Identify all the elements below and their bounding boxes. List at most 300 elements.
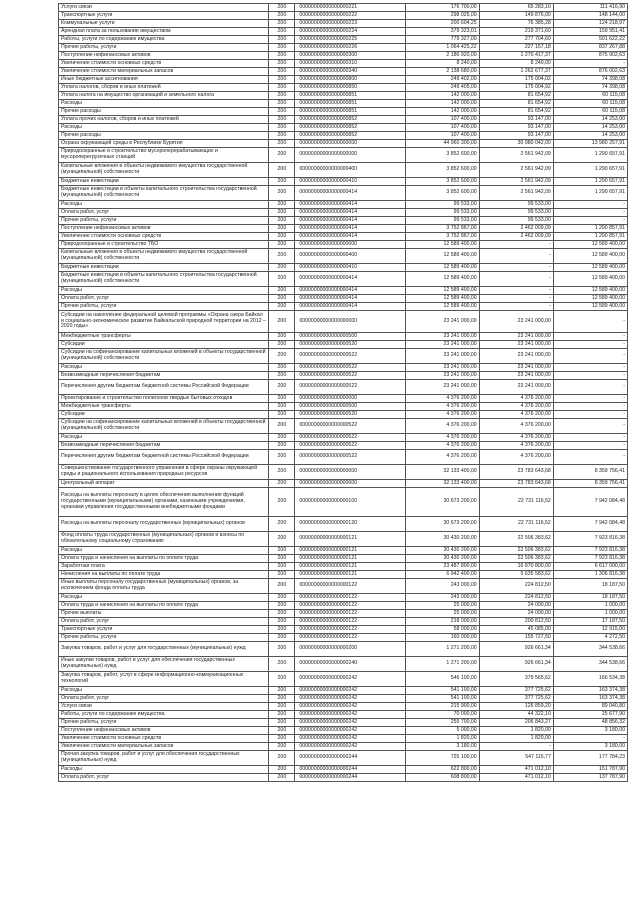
table-row [59,76,628,84]
row-unexecuted-amount: - [553,364,627,372]
row-approved-amount: 5 000,00 [405,727,479,735]
row-budget-code: 00000000000000000242 [295,695,405,703]
row-budget-code: 00000000000000000223 [295,20,405,28]
table-row [59,84,628,92]
table-row [59,450,628,465]
table-row [59,488,628,517]
row-name: Прочие выплаты [59,610,269,618]
row-budget-code: 00000000000000000414 [295,287,405,295]
row-code: 200 [269,272,295,287]
row-code: 200 [269,295,295,303]
row-budget-code: 00000000000000000520 [295,341,405,349]
row-executed-amount: 4 376 200,00 [479,411,553,419]
row-budget-code: 00000000000000000414 [295,209,405,217]
row-name: Транспортные услуги [59,626,269,634]
row-approved-amount: 1 271 200,00 [405,657,479,672]
row-unexecuted-amount: 12 915,00 [553,626,627,634]
row-executed-amount: 99 533,00 [479,209,553,217]
row-code: 200 [269,766,295,774]
row-unexecuted-amount: - [553,333,627,341]
row-code: 200 [269,12,295,20]
row-name: Субсидии на накопление федеральной целевой программы «Охрана озера Байкал и социально-экономическое развитие Байкальской природной территории на 2012 – 2020 годы» [59,311,269,333]
row-executed-amount: 126 859,20 [479,703,553,711]
row-executed-amount: 23 241 000,00 [479,380,553,395]
row-name: Прочие расходы [59,108,269,116]
row-code: 200 [269,626,295,634]
row-executed-amount: 149 876,00 [479,12,553,20]
row-name: Коммунальные услуги [59,20,269,28]
row-unexecuted-amount: 74 398,08 [553,76,627,84]
row-unexecuted-amount: 137 787,90 [553,774,627,782]
row-code: 200 [269,411,295,419]
row-approved-amount: 32 133 400,00 [405,465,479,480]
row-approved-amount: 3 852 600,00 [405,148,479,163]
row-budget-code: 00000000000000000300 [295,52,405,60]
row-unexecuted-amount: 4 272,50 [553,634,627,642]
row-unexecuted-amount: 25 677,90 [553,711,627,719]
table-row [59,419,628,434]
row-name: Начисления на выплаты по оплате труда [59,571,269,579]
row-budget-code: 00000000000000000121 [295,571,405,579]
row-code: 200 [269,225,295,233]
row-code: 200 [269,44,295,52]
row-name: Расходы [59,594,269,602]
row-executed-amount: 23 241 000,00 [479,341,553,349]
row-approved-amount: 23 241 000,00 [405,380,479,395]
row-executed-amount: 4 376 200,00 [479,395,553,403]
row-executed-amount: 44 322,10 [479,711,553,719]
table-row [59,60,628,68]
row-approved-amount: 1 064 425,22 [405,44,479,52]
row-name: Иные закупки товаров, работ и услуг для обеспечения государственных (муниципальных) нужд [59,657,269,672]
row-code: 200 [269,727,295,735]
row-unexecuted-amount: 3 180,00 [553,727,627,735]
row-executed-amount: 1 820,00 [479,735,553,743]
row-unexecuted-amount: 1 290 857,91 [553,233,627,241]
table-row [59,303,628,311]
row-executed-amount: 224 812,50 [479,579,553,594]
row-budget-code: 00000000000000000221 [295,4,405,12]
row-code: 200 [269,695,295,703]
row-executed-amount: 45 085,00 [479,626,553,634]
row-name: Прочая закупка товаров, работ и услуг для обеспечения государственных (муниципальных) нужд [59,751,269,766]
row-budget-code: 00000000000000000240 [295,657,405,672]
row-unexecuted-amount: 89 040,80 [553,703,627,711]
row-executed-amount: 23 783 643,68 [479,465,553,480]
row-budget-code: 00000000000000000242 [295,727,405,735]
row-unexecuted-amount: 12 589 400,00 [553,241,627,249]
row-unexecuted-amount: 12 589 400,00 [553,303,627,311]
row-unexecuted-amount: 8 359 756,41 [553,480,627,488]
table-row [59,434,628,442]
row-code: 200 [269,719,295,727]
row-approved-amount: 30 430 200,00 [405,532,479,547]
row-name: Прочие работы, услуги [59,634,269,642]
row-code: 200 [269,178,295,186]
row-executed-amount: 277 704,60 [479,36,553,44]
table-row [59,364,628,372]
row-unexecuted-amount: - [553,60,627,68]
row-executed-amount: 22 506 383,62 [479,547,553,555]
row-code: 200 [269,148,295,163]
row-name: Безвозмездные перечисления бюджетам [59,372,269,380]
row-code: 200 [269,124,295,132]
row-executed-amount: - [479,249,553,264]
row-unexecuted-amount: 8 359 756,41 [553,465,627,480]
row-name: Перечисления другим бюджетам бюджетной системы Российской Федерации [59,380,269,395]
row-code: 200 [269,311,295,333]
row-approved-amount: 215 900,00 [405,703,479,711]
row-name: Совершенствование государственного управления в сфере охраны окружающей среды и рационального использования природных ресурсов [59,465,269,480]
row-code: 200 [269,488,295,517]
row-code: 200 [269,116,295,124]
row-budget-code: 00000000000000000122 [295,618,405,626]
row-budget-code: 00000000000000000242 [295,719,405,727]
row-code: 200 [269,364,295,372]
row-unexecuted-amount: 344 538,66 [553,657,627,672]
row-approved-amount: 30 430 200,00 [405,555,479,563]
row-unexecuted-amount: 18 187,50 [553,594,627,602]
row-name: Уплата налога на имущество организаций и земельного налога [59,92,269,100]
row-name: Расходы [59,766,269,774]
row-unexecuted-amount: 7 923 816,38 [553,547,627,555]
row-unexecuted-amount: - [553,434,627,442]
row-code: 200 [269,450,295,465]
row-name: Расходы [59,364,269,372]
row-budget-code: 00000000000000000400 [295,249,405,264]
row-executed-amount: - [479,303,553,311]
row-name: Капитальные вложения в объекты недвижимого имущества государственной (муниципальной) собственности [59,249,269,264]
row-executed-amount: 99 533,00 [479,201,553,209]
row-budget-code: 00000000000000000000 [295,465,405,480]
row-name: Расходы [59,124,269,132]
row-budget-code: 00000000000000000242 [295,711,405,719]
row-name: Закупка товаров, работ, услуг в сфере информационно-коммуникационных технологий [59,672,269,687]
row-code: 200 [269,68,295,76]
row-executed-amount: 377 725,62 [479,687,553,695]
row-approved-amount: 379 323,01 [405,28,479,36]
row-budget-code: 00000000000000000522 [295,450,405,465]
row-approved-amount: 2 186 920,00 [405,52,479,60]
row-approved-amount: 142 000,00 [405,108,479,116]
row-approved-amount: 4 376 200,00 [405,419,479,434]
row-budget-code: 00000000000000000500 [295,333,405,341]
row-budget-code: 00000000000000000852 [295,116,405,124]
row-code: 200 [269,349,295,364]
row-executed-amount: 227 157,18 [479,44,553,52]
row-unexecuted-amount: - [553,349,627,364]
table-row [59,186,628,201]
table-row [59,148,628,163]
row-budget-code: 00000000000000000000 [295,480,405,488]
row-budget-code: 00000000000000000522 [295,372,405,380]
row-code: 200 [269,442,295,450]
row-name: Межбюджетные трансферты [59,403,269,411]
table-row [59,626,628,634]
row-code: 200 [269,735,295,743]
row-name: Расходы [59,100,269,108]
row-unexecuted-amount: 60 115,08 [553,108,627,116]
row-code: 200 [269,287,295,295]
table-row [59,642,628,657]
row-executed-amount: 81 654,92 [479,108,553,116]
row-approved-amount: 218 000,00 [405,618,479,626]
row-unexecuted-amount: 1 000,00 [553,610,627,618]
row-name: Заработная плата [59,563,269,571]
row-code: 200 [269,571,295,579]
row-approved-amount: 4 376 200,00 [405,395,479,403]
row-code: 200 [269,555,295,563]
row-executed-amount: 4 376 200,00 [479,434,553,442]
row-budget-code: 00000000000000000414 [295,186,405,201]
row-approved-amount: 23 487 800,00 [405,563,479,571]
row-approved-amount: 4 376 200,00 [405,434,479,442]
row-name: Оплата труда и начисления на выплаты по оплате труда [59,555,269,563]
row-name: Расходы на выплаты персоналу в целях обеспечения выполнения функций государственными (муниципальными) органами, казенными учреждениями, органами управления государственными внебюджетными фондами [59,488,269,517]
row-budget-code: 00000000000000000122 [295,626,405,634]
table-row [59,36,628,44]
row-name: Иные выплаты персоналу государственных (муниципальных) органов, за исключением фонда оплаты труда [59,579,269,594]
row-unexecuted-amount: 7 923 816,38 [553,532,627,547]
row-name: Субсидии на софинансирование капитальных вложений в объекты государственной (муниципальной) собственности [59,349,269,364]
row-executed-amount: 23 241 000,00 [479,372,553,380]
row-budget-code: 00000000000000000410 [295,264,405,272]
row-budget-code: 00000000000000000121 [295,547,405,555]
row-executed-amount: 2 561 942,09 [479,148,553,163]
table-row [59,132,628,140]
row-approved-amount: 23 241 000,00 [405,364,479,372]
row-approved-amount: 2 138 680,00 [405,68,479,76]
row-unexecuted-amount: - [553,380,627,395]
row-unexecuted-amount: 876 002,63 [553,68,627,76]
row-unexecuted-amount: 7 923 816,38 [553,555,627,563]
row-name: Поступление нефинансовых активов [59,727,269,735]
table-row [59,241,628,249]
row-name: Уплата налогов, сборов и иных платежей [59,84,269,92]
row-budget-code: 00000000000000000244 [295,774,405,782]
row-executed-amount: 23 241 000,00 [479,333,553,341]
row-budget-code: 00000000000000000224 [295,28,405,36]
row-name: Капитальные вложения в объекты недвижимого имущества государственной (муниципальной) собственности [59,163,269,178]
row-code: 200 [269,36,295,44]
row-approved-amount: 249 405,00 [405,84,479,92]
row-executed-amount: 30 980 042,00 [479,140,553,148]
row-budget-code: 00000000000000000414 [295,225,405,233]
table-row [59,517,628,532]
row-name: Оплата работ, услуг [59,774,269,782]
row-code: 200 [269,372,295,380]
row-code: 200 [269,52,295,60]
row-unexecuted-amount: 12 589 400,00 [553,287,627,295]
row-code: 200 [269,751,295,766]
row-unexecuted-amount: 151 787,90 [553,766,627,774]
table-row [59,272,628,287]
table-row [59,727,628,735]
row-budget-code: 00000000000000000850 [295,84,405,92]
row-name: Охрана окружающей среды в Республике Бурятия [59,140,269,148]
row-executed-amount: 23 241 000,00 [479,311,553,333]
row-approved-amount: 4 376 200,00 [405,411,479,419]
row-executed-amount: 22 731 116,52 [479,488,553,517]
row-unexecuted-amount: - [553,735,627,743]
row-name: Увеличение стоимости основных средств [59,735,269,743]
row-name: Поступление нефинансовых активов [59,225,269,233]
row-name: Оплата труда и начисления на выплаты по оплате труда [59,602,269,610]
row-name: Закупка товаров, работ и услуг для государственных (муниципальных) нужд [59,642,269,657]
row-approved-amount: 30 673 200,00 [405,488,479,517]
row-budget-code: 00000000000000000851 [295,92,405,100]
row-code: 200 [269,84,295,92]
row-code: 200 [269,380,295,395]
row-executed-amount: 377 725,62 [479,695,553,703]
table-row [59,295,628,303]
row-budget-code: 00000000000000000222 [295,12,405,20]
table-row [59,672,628,687]
row-budget-code: 00000000000000000244 [295,766,405,774]
row-budget-code: 00000000000000000121 [295,563,405,571]
table-row [59,687,628,695]
row-approved-amount: 3 752 867,00 [405,233,479,241]
table-row [59,44,628,52]
row-approved-amount: 107 400,00 [405,116,479,124]
row-code: 200 [269,419,295,434]
table-row [59,333,628,341]
table-row [59,124,628,132]
row-unexecuted-amount: 48 856,32 [553,719,627,727]
row-code: 200 [269,532,295,547]
table-row [59,657,628,672]
row-budget-code: 00000000000000000522 [295,380,405,395]
row-unexecuted-amount: 1 290 857,91 [553,225,627,233]
row-name: Прочие расходы [59,132,269,140]
row-unexecuted-amount: 18 187,50 [553,579,627,594]
row-approved-amount: 12 589 400,00 [405,272,479,287]
row-budget-code: 00000000000000000414 [295,201,405,209]
row-approved-amount: 725 100,00 [405,751,479,766]
row-approved-amount: 23 241 000,00 [405,341,479,349]
row-unexecuted-amount: 12 589 400,00 [553,264,627,272]
row-code: 200 [269,480,295,488]
row-code: 200 [269,703,295,711]
table-row [59,140,628,148]
table-row [59,774,628,782]
row-executed-amount: 2 561 942,09 [479,186,553,201]
row-executed-amount: 93 147,00 [479,116,553,124]
row-code: 200 [269,100,295,108]
row-name: Поступление нефинансовых активов [59,52,269,60]
row-name: Услуги связи [59,4,269,12]
table-row [59,547,628,555]
row-code: 200 [269,517,295,532]
table-row [59,92,628,100]
row-unexecuted-amount: - [553,311,627,333]
row-executed-amount: 4 376 200,00 [479,450,553,465]
row-budget-code: 00000000000000000414 [295,233,405,241]
row-unexecuted-amount: 124 218,97 [553,20,627,28]
row-budget-code: 00000000000000000000 [295,395,405,403]
row-unexecuted-amount: 1 290 657,91 [553,178,627,186]
row-executed-amount: - [479,287,553,295]
row-approved-amount: 1 271 200,00 [405,642,479,657]
row-code: 200 [269,163,295,178]
row-approved-amount: 541 100,00 [405,687,479,695]
row-code: 200 [269,602,295,610]
row-approved-amount: 298 025,00 [405,12,479,20]
row-code: 200 [269,774,295,782]
row-executed-amount: 2 561 942,09 [479,178,553,186]
row-budget-code: 00000000000000000242 [295,672,405,687]
row-approved-amount: 12 589 400,00 [405,241,479,249]
row-executed-amount: 379 565,62 [479,672,553,687]
row-approved-amount: 99 533,00 [405,217,479,225]
row-budget-code: 00000000000000000122 [295,594,405,602]
row-approved-amount: 25 000,00 [405,602,479,610]
row-unexecuted-amount: 1 290 657,91 [553,148,627,163]
row-executed-amount: 23 241 000,00 [479,349,553,364]
row-approved-amount: 12 589 400,00 [405,295,479,303]
row-budget-code: 00000000000000000414 [295,295,405,303]
row-executed-amount: 22 731 116,52 [479,517,553,532]
row-name: Транспортные услуги [59,12,269,20]
row-code: 200 [269,594,295,602]
row-unexecuted-amount: 60 115,08 [553,100,627,108]
row-executed-amount: - [479,241,553,249]
row-approved-amount: 99 533,00 [405,201,479,209]
budget-execution-table [58,3,628,782]
row-budget-code: 00000000000000000522 [295,364,405,372]
row-budget-code: 00000000000000000340 [295,68,405,76]
row-code: 200 [269,132,295,140]
row-budget-code: 00000000000000000522 [295,419,405,434]
row-budget-code: 00000000000000000400 [295,163,405,178]
row-budget-code: 00000000000000000000 [295,148,405,163]
table-row [59,532,628,547]
row-approved-amount: 12 589 400,00 [405,249,479,264]
row-approved-amount: 107 400,00 [405,124,479,132]
table-row [59,372,628,380]
row-name: Увеличение стоимости основных средств [59,60,269,68]
row-budget-code: 00000000000000000122 [295,610,405,618]
row-executed-amount: 4 376 200,00 [479,442,553,450]
table-row [59,555,628,563]
row-budget-code: 00000000000000000414 [295,303,405,311]
row-executed-amount: 23 783 643,68 [479,480,553,488]
row-code: 200 [269,201,295,209]
row-unexecuted-amount: - [553,419,627,434]
row-code: 200 [269,60,295,68]
row-code: 200 [269,20,295,28]
row-executed-amount: 76 385,28 [479,20,553,28]
row-unexecuted-amount: - [553,411,627,419]
row-code: 200 [269,249,295,264]
table-row [59,465,628,480]
row-unexecuted-amount: 875 902,63 [553,52,627,60]
row-budget-code: 00000000000000000500 [295,403,405,411]
row-unexecuted-amount: 837 267,88 [553,44,627,52]
table-row [59,116,628,124]
table-row [59,618,628,626]
row-approved-amount: 200 604,25 [405,20,479,28]
table-row [59,442,628,450]
row-approved-amount: 243 000,00 [405,579,479,594]
row-executed-amount: 93 147,00 [479,124,553,132]
row-name: Перечисления другим бюджетам бюджетной системы Российской Федерации [59,450,269,465]
row-name: Субсидии [59,411,269,419]
row-unexecuted-amount: 111 416,90 [553,4,627,12]
row-approved-amount: 3 852 600,00 [405,186,479,201]
row-name: Прочие работы, услуги [59,303,269,311]
row-budget-code: 00000000000000000852 [295,132,405,140]
